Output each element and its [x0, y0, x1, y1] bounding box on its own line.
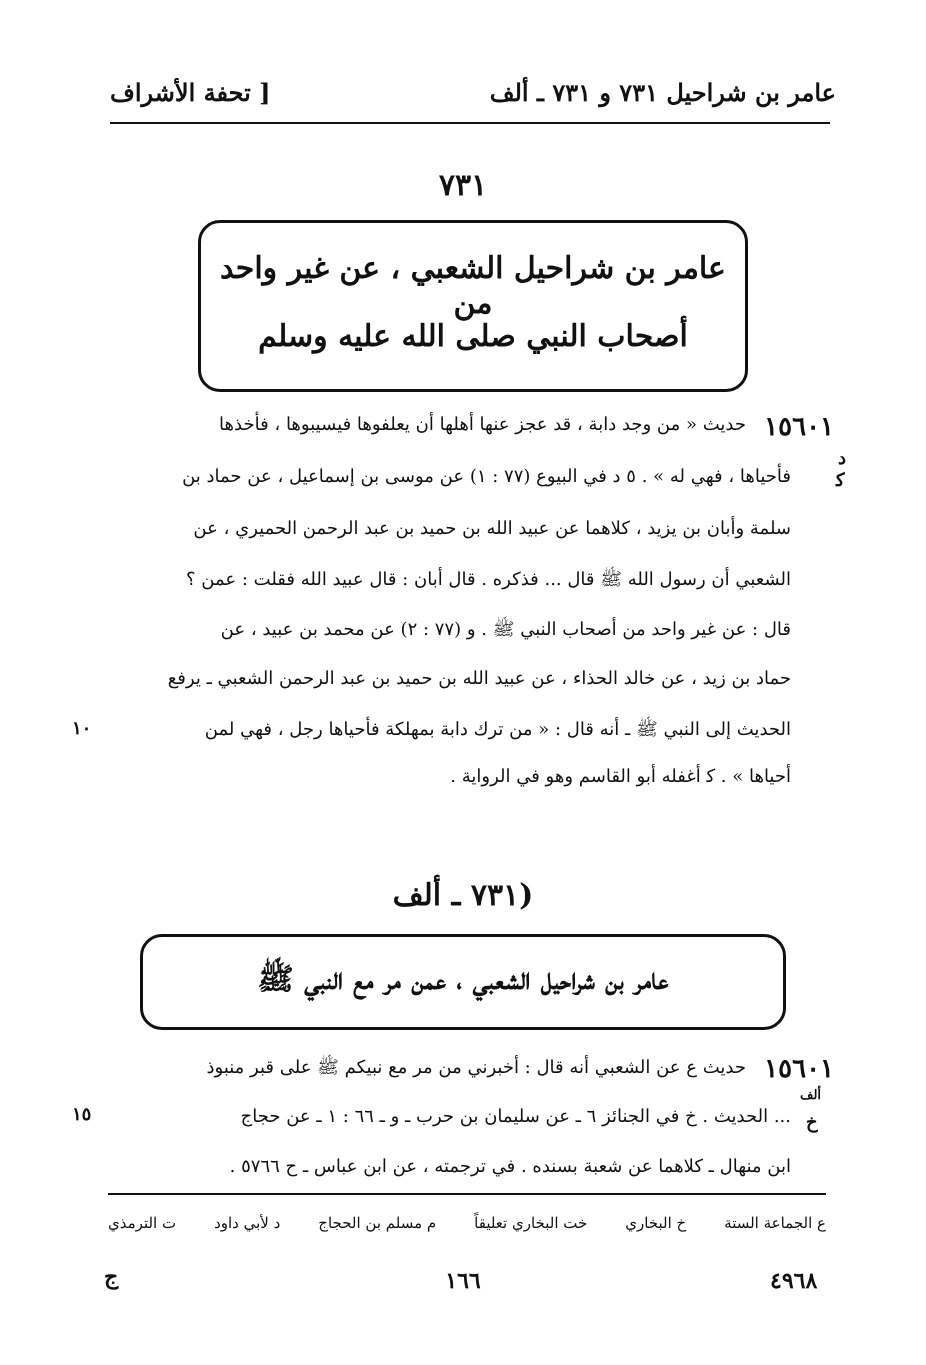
margin-symbol: خ — [806, 1112, 818, 1133]
line-marker: ١٠ — [72, 718, 92, 739]
legend-item: م مسلم بن الحجاج — [318, 1214, 437, 1232]
hadith-text-line: ... الحديث . خ في الجنائز ٦ ـ عن سليمان بن حرب ـ و ـ ٦٦ : ١ ـ عن حجاج — [240, 1106, 791, 1127]
narrator-heading-box — [198, 220, 748, 392]
volume-letter: ج — [104, 1264, 119, 1290]
book-title-header: [ تحفة الأشراف — [110, 78, 271, 107]
hadith-text-line: الحديث إلى النبي ﷺ ـ أنه قال : « من ترك دابة بمهلكة فأحياها رجل ، فهي لمن — [204, 719, 791, 740]
margin-note: د — [838, 448, 847, 469]
hadith-number: ١٥٦٠١ — [764, 1054, 834, 1084]
hadith-number: ١٥٦٠١ — [764, 412, 834, 442]
footer-divider — [108, 1193, 826, 1195]
hadith-text-line: سلمة وأبان بن يزيد ، كلاهما عن عبيد الله بن حميد بن عبد الرحمن الحميري ، عن — [193, 518, 791, 539]
header-divider — [110, 122, 830, 124]
legend-item: ع الجماعة الستة — [724, 1214, 826, 1232]
hadith-text-line: حديث « من وجد دابة ، قد عجز عنها أهلها أن يعلفوها فيسيبوها ، فأخذها — [219, 414, 746, 435]
margin-note: ألف — [800, 1088, 822, 1103]
hadith-text-line: قال : عن غير واحد من أصحاب النبي ﷺ . و (٧٧ : ٢) عن محمد بن عبيد ، عن — [220, 619, 791, 640]
hadith-text-line: حديث ع عن الشعبي أنه قال : أخبرني من مر مع نبيكم ﷺ على قبر منبوذ — [206, 1057, 746, 1078]
legend-item: خت البخاري تعليقاً — [474, 1214, 588, 1232]
narrator-heading-box — [140, 934, 786, 1030]
narrator-heading-line-2: أصحاب النبي صلى الله عليه وسلم — [258, 319, 688, 354]
sequence-number: ٤٩٦٨ — [770, 1268, 818, 1294]
abbreviation-legend — [108, 1214, 826, 1232]
section-number: (٧٣١ ـ ألف — [392, 878, 534, 913]
legend-item: ت الترمذي — [108, 1214, 177, 1232]
line-marker: ١٥ — [72, 1104, 92, 1125]
legend-item: خ البخاري — [625, 1214, 687, 1232]
legend-item: د لأبي داود — [214, 1214, 281, 1232]
hadith-text-line: ابن منهال ـ كلاهما عن شعبة بسنده . في ترجمته ، عن ابن عباس ـ ح ٥٧٦٦ . — [229, 1156, 791, 1177]
hadith-text-line: أحياها » . ﮐ أغفله أبو القاسم وهو في الرواية . — [450, 766, 791, 787]
page-number: ١٦٦ — [445, 1268, 481, 1294]
hadith-text-line: حماد بن زيد ، عن خالد الحذاء ، عن عبيد الله بن حميد بن عبد الرحمن الشعبي ـ يرفع — [167, 668, 791, 689]
running-header-title: عامر بن شراحيل ٧٣١ و ٧٣١ ـ ألف — [489, 78, 836, 107]
section-number: ٧٣١ — [438, 168, 488, 203]
hadith-text-line: الشعبي أن رسول الله ﷺ قال ... فذكره . قال أبان : قال عبيد الله فقلت : عمن ؟ — [186, 569, 791, 590]
narrator-heading-line: عامر بن شراحيل الشعبي ، عمن مر مع النبي ﷺ — [257, 962, 669, 997]
margin-symbol: ﮐ — [836, 470, 845, 491]
narrator-heading-line-1: عامر بن شراحيل الشعبي ، عن غير واحد من — [220, 251, 726, 321]
hadith-text-line: فأحياها ، فهي له » . ٥ د في البيوع (٧٧ : ١) عن موسى بن إسماعيل ، عن حماد بن — [182, 466, 791, 487]
